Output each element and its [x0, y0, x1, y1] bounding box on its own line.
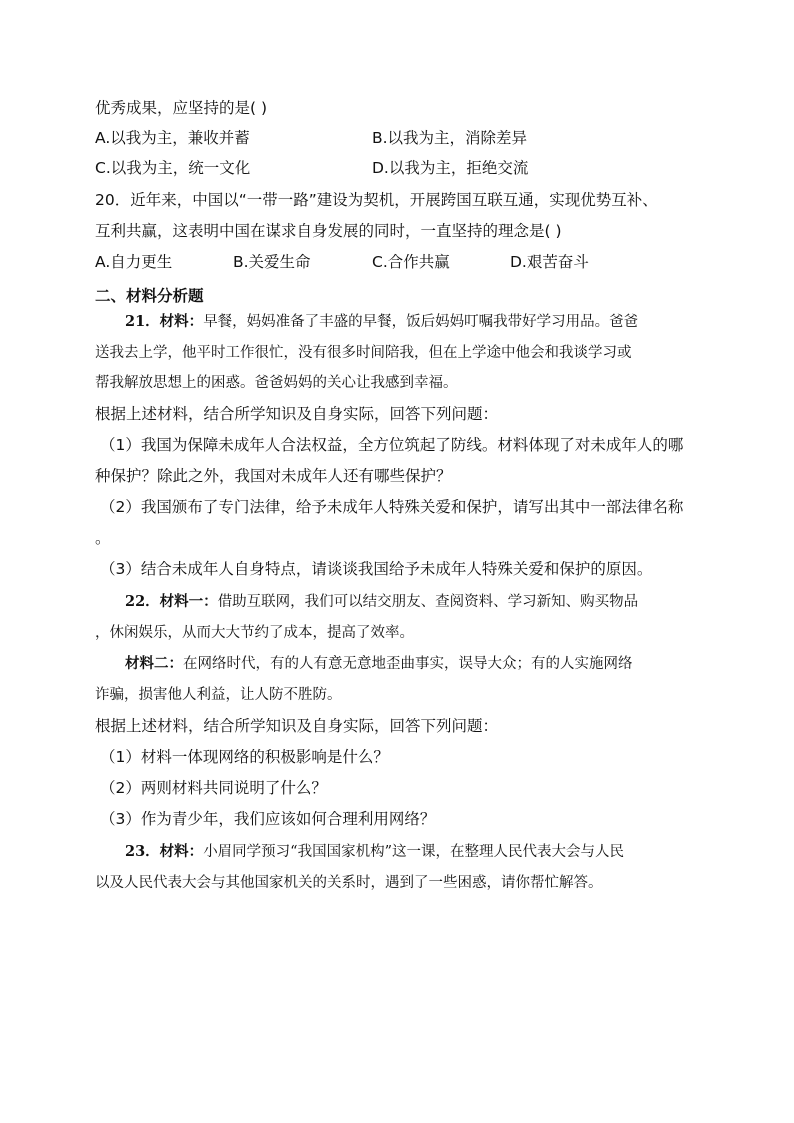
q21-label: 21．材料：: [125, 313, 204, 330]
q21-material-line1: [125, 311, 638, 333]
q21-material-line3: 帮我解放思想上的困惑。爸爸妈妈的关心让我感到幸福。: [95, 375, 458, 391]
q20-stem-line1: 20．近年来，中国以“一带一路”建设为契机，开展跨国互联互通，实现优势互补、: [95, 191, 658, 209]
q20-option-c: C.合作共赢: [372, 253, 450, 271]
q22-material2-line2: 诈骗，损害他人利益，让人防不胜防。: [95, 687, 342, 703]
q21-sub2-line1: （2）我国颁布了专门法律，给予未成年人特殊关爱和保护，请写出其中一部法律名称: [100, 498, 684, 516]
q19-option-d: D.以我为主，拒绝交流: [372, 159, 529, 177]
q22-sub3: （3）作为青少年，我们应该如何合理利用网络？: [100, 810, 436, 828]
q20-stem-line2: 互利共赢，这表明中国在谋求自身发展的同时，一直坚持的理念是( ): [95, 222, 562, 240]
q20-option-d: D.艰苦奋斗: [510, 253, 589, 271]
q23-material-line2: 以及人民代表大会与其他国家机关的关系时，遇到了一些困惑，请你帮忙解答。: [95, 875, 603, 891]
q22-material1-text1: 借助互联网，我们可以结交朋友、查阅资料、学习新知、购买物品: [217, 594, 639, 610]
q22-sub1: （1）材料一体现网络的积极影响是什么？: [100, 748, 389, 766]
q22-label1: 22．材料一：: [125, 593, 218, 610]
q21-prompt: 根据上述材料，结合所学知识及自身实际，回答下列问题：: [95, 405, 499, 423]
q19-stem-tail: 优秀成果，应坚持的是( ): [95, 99, 268, 117]
q20-option-b: B.关爱生命: [233, 253, 311, 271]
q23-label: 23．材料：: [125, 843, 204, 860]
q22-prompt: 根据上述材料，结合所学知识及自身实际，回答下列问题：: [95, 717, 499, 735]
q23-material-line1: [125, 841, 624, 863]
q22-material2-text1: 在网络时代，有的人有意无意地歪曲事实，误导大众；有的人实施网络: [183, 656, 633, 672]
q20-option-a: A.自力更生: [95, 253, 173, 271]
q21-sub1-line2: 种保护？除此之外，我国对未成年人还有哪些保护？: [95, 467, 452, 485]
section-heading: 二、材料分析题: [95, 287, 204, 305]
q21-sub3: （3）结合未成年人自身特点，请谈谈我国给予未成年人特殊关爱和保护的原因。: [100, 560, 653, 578]
q19-option-b: B.以我为主，消除差异: [372, 129, 528, 147]
q21-material-line2: 送我去上学，他平时工作很忙，没有很多时间陪我，但在上学途中他会和我谈学习或: [95, 345, 632, 361]
q22-sub2: （2）两则材料共同说明了什么？: [100, 779, 327, 797]
q22-material1-line1: [125, 591, 638, 613]
q21-material-text1: 早餐，妈妈准备了丰盛的早餐，饭后妈妈叮嘱我带好学习用品。爸爸: [203, 314, 639, 330]
q22-material2-line1: [125, 653, 633, 675]
q22-label2: 材料二：: [125, 655, 183, 672]
q19-option-a: A.以我为主，兼收并蓄: [95, 129, 250, 147]
q23-material-text1: 小眉同学预习“我国国家机构”这一课，在整理人民代表大会与人民: [203, 844, 625, 860]
q21-sub2-line2: 。: [95, 529, 111, 547]
q21-sub1-line1: （1）我国为保障未成年人合法权益，全方位筑起了防线。材料体现了对未成年人的哪: [100, 436, 684, 454]
q19-option-c: C.以我为主，统一文化: [95, 159, 251, 177]
q22-material1-line2: ，休闲娱乐，从而大大节约了成本，提高了效率。: [95, 625, 414, 641]
